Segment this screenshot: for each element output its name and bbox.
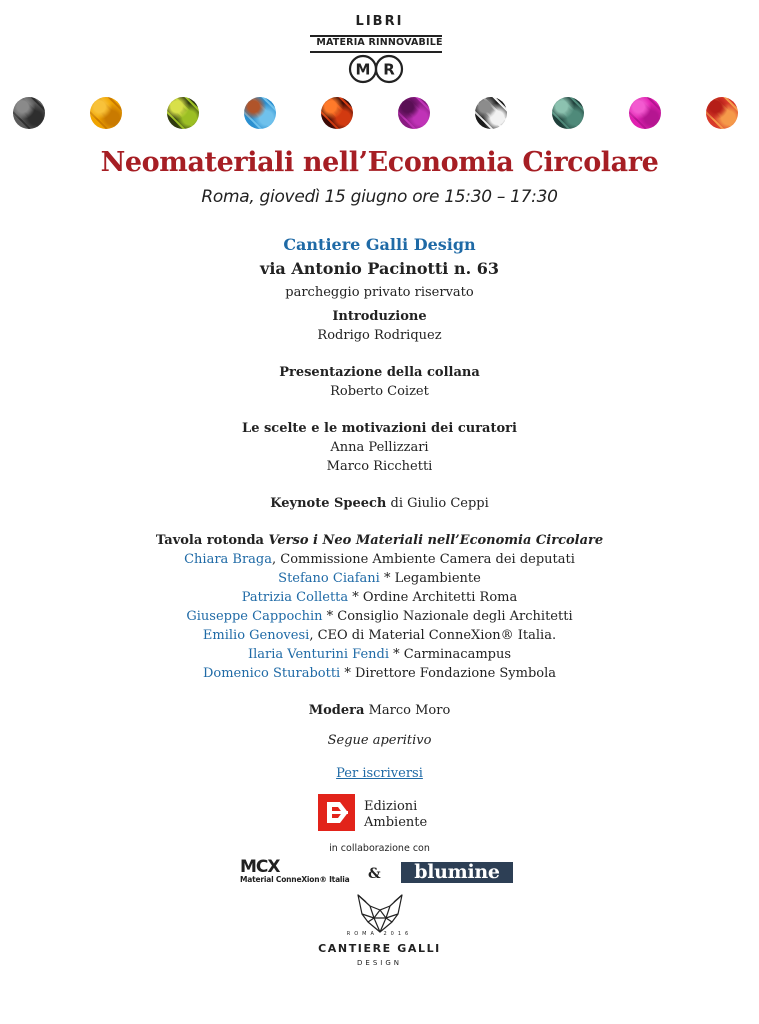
keynote-speaker: di Giulio Ceppi [386, 496, 489, 511]
panelist-separator: , [309, 628, 318, 643]
register-link[interactable]: Per iscriversi [336, 766, 423, 781]
material-swatch-red-orange-weave [706, 97, 738, 129]
panelist-role: Carminacampus [403, 647, 512, 662]
keynote-label: Keynote Speech [270, 496, 387, 511]
venue-name: Cantiere Galli Design [283, 235, 476, 254]
panelist-row [0, 607, 759, 626]
panelist-role: Commissione Ambiente Camera dei deputati [280, 552, 575, 567]
brand-title: LIBRI [355, 14, 404, 29]
panelist-separator: * [348, 590, 363, 605]
mr-logo-m: M [355, 60, 371, 79]
material-swatch-grey-abstract [475, 97, 507, 129]
panelist-name: Domenico Sturabotti [202, 666, 341, 681]
register-line [0, 764, 759, 783]
material-swatch-magenta-dots [629, 97, 661, 129]
material-swatch-red-fibers [321, 97, 353, 129]
event-date: Roma, giovedì 15 giugno ore 15:30 – 17:30 [201, 187, 558, 207]
panelist-row [0, 664, 759, 683]
brand-rule-bottom [310, 51, 442, 53]
moderator-line [0, 701, 759, 720]
moderator-name: Marco Moro [364, 703, 451, 718]
mcx-letters: MCX [240, 857, 280, 877]
panelist-separator: * [322, 609, 338, 624]
material-swatch-green-yellow-leaf [167, 97, 199, 129]
collaboration-label: in collaborazione con [329, 843, 430, 854]
panelist-row [0, 588, 759, 607]
keynote-line [0, 494, 759, 513]
panelist-name: Giuseppe Cappochin [186, 609, 323, 624]
material-swatch-blue-mosaic [244, 97, 276, 129]
aperitivo-note: Segue aperitivo [327, 733, 432, 748]
panelist-role: Ordine Architetti Roma [362, 590, 518, 605]
material-swatch-orange-granules [90, 97, 122, 129]
panelist-name: Emilio Genovesi [202, 628, 310, 643]
material-swatch-teal-knit [552, 97, 584, 129]
curators-label: Le scelte e le motivazioni dei curatori [242, 421, 517, 436]
round-table-line [0, 531, 759, 550]
cantiere-galli-year: ROMA 2016 [346, 931, 413, 937]
panelist-name: Ilaria Venturini Fendi [247, 647, 390, 662]
presentation-label: Presentazione della collana [279, 365, 480, 380]
ampersand: & [368, 866, 381, 882]
brand-subtitle: MATERIA RINNOVABILE [316, 37, 443, 48]
panelist-separator: , [272, 552, 281, 567]
edizioni-ambiente-wordmark [364, 799, 427, 831]
panelist-role: Direttore Fondazione Symbola [354, 666, 557, 681]
mcx-logo [240, 857, 358, 885]
presentation-speaker: Roberto Coizet [330, 384, 429, 399]
mr-logo-r: R [383, 60, 395, 79]
panelist-name: Patrizia Colletta [241, 590, 349, 605]
blumine-logo: blumine [401, 862, 513, 883]
panelist-row [0, 626, 759, 645]
panelist-row [0, 645, 759, 664]
intro-label: Introduzione [332, 309, 427, 324]
event-title: Neomateriali nell’Economia Circolare [100, 147, 659, 178]
curator-speaker: Marco Ricchetti [326, 459, 433, 474]
parking-note: parcheggio privato riservato [285, 285, 474, 300]
round-table-title: Verso i Neo Materiali nell’Economia Circolare [268, 533, 604, 548]
cantiere-galli-name: CANTIERE GALLI [318, 942, 441, 955]
curator-speaker: Anna Pellizzari [330, 440, 429, 455]
round-table-label: Tavola rotonda [155, 533, 269, 548]
intro-speaker: Rodrigo Rodriquez [317, 328, 442, 343]
panelist-name: Stefano Ciafani [278, 571, 380, 586]
panelist-separator: * [389, 647, 404, 662]
material-swatch-grey-textile [13, 97, 45, 129]
edizioni-ambiente-logo-icon [318, 794, 355, 831]
cantiere-galli-design: DESIGN [357, 959, 402, 967]
mcx-tagline: Material ConneXion® Italia [240, 875, 350, 884]
ea-line2: Ambiente [364, 815, 428, 830]
panelist-separator: * [379, 571, 395, 586]
venue-address: via Antonio Pacinotti n. 63 [260, 259, 499, 278]
panelist-role: Consiglio Nazionale degli Architetti [337, 609, 573, 624]
panelist-name: Chiara Braga [184, 552, 273, 567]
panelist-row [0, 550, 759, 569]
panelist-row [0, 569, 759, 588]
panelist-role: Legambiente [394, 571, 481, 586]
moderator-label: Modera [308, 703, 365, 718]
panelist-separator: * [340, 666, 355, 681]
panelist-role: CEO di Material ConneXion® Italia. [317, 628, 557, 643]
ea-line1: Edizioni [364, 799, 418, 814]
material-swatch-purple-mesh [398, 97, 430, 129]
mr-logo [344, 54, 410, 84]
